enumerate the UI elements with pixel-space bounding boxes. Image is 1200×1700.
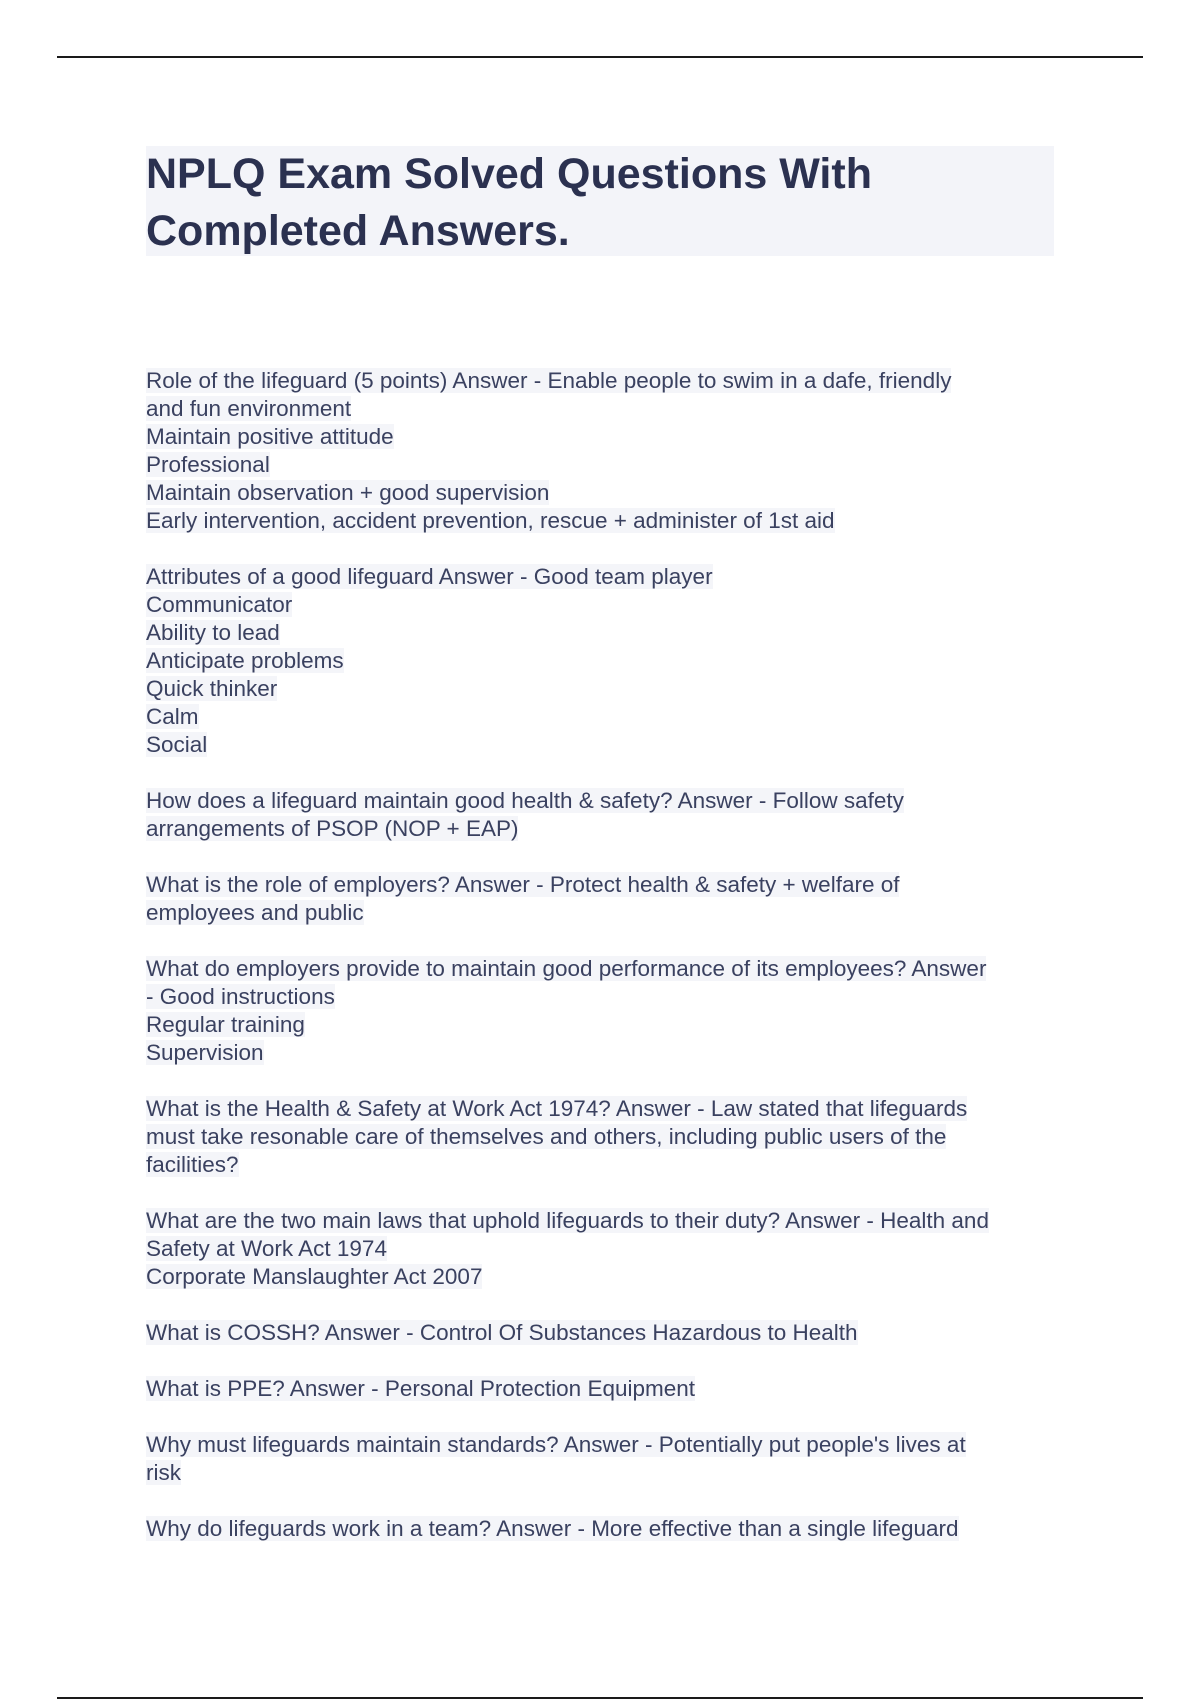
bottom-rule xyxy=(57,1697,1143,1699)
qa-line: Anticipate problems xyxy=(146,648,344,673)
qa-line: employees and public xyxy=(146,900,364,925)
top-rule xyxy=(57,56,1143,58)
qa-item xyxy=(146,787,1066,843)
qa-line: Early intervention, accident prevention, rescue + administer of 1st aid xyxy=(146,508,835,533)
qa-item xyxy=(146,1515,1066,1543)
qa-item xyxy=(146,1207,1066,1291)
qa-line: Maintain positive attitude xyxy=(146,424,394,449)
qa-line: Role of the lifeguard (5 points) Answer - Enable people to swim in a dafe, friendly xyxy=(146,368,952,393)
document-title: NPLQ Exam Solved Questions With Completed Answers. xyxy=(146,150,872,255)
qa-line: Supervision xyxy=(146,1040,264,1065)
qa-item xyxy=(146,1319,1066,1347)
qa-line: and fun environment xyxy=(146,396,352,421)
qa-line: Attributes of a good lifeguard Answer - Good team player xyxy=(146,564,713,589)
qa-line: Quick thinker xyxy=(146,676,278,701)
qa-line: What is the Health & Safety at Work Act 1974? Answer - Law stated that lifeguards xyxy=(146,1096,968,1121)
qa-item xyxy=(146,1375,1066,1403)
qa-line: What is PPE? Answer - Personal Protection Equipment xyxy=(146,1376,696,1401)
qa-line: What is COSSH? Answer - Control Of Substances Hazardous to Health xyxy=(146,1320,858,1345)
qa-line: arrangements of PSOP (NOP + EAP) xyxy=(146,816,519,841)
qa-line: facilities? xyxy=(146,1152,239,1177)
qa-line: Calm xyxy=(146,704,199,729)
qa-line: must take resonable care of themselves and others, including public users of the xyxy=(146,1124,947,1149)
qa-line: What do employers provide to maintain good performance of its employees? Answer xyxy=(146,956,987,981)
qa-line: Safety at Work Act 1974 xyxy=(146,1236,387,1261)
qa-line: Corporate Manslaughter Act 2007 xyxy=(146,1264,483,1289)
qa-line: risk xyxy=(146,1460,181,1485)
qa-line: How does a lifeguard maintain good health & safety? Answer - Follow safety xyxy=(146,788,904,813)
qa-item xyxy=(146,871,1066,927)
qa-item xyxy=(146,1095,1066,1179)
qa-line: - Good instructions xyxy=(146,984,335,1009)
qa-line: Why must lifeguards maintain standards? Answer - Potentially put people's lives at xyxy=(146,1432,966,1457)
qa-line: Ability to lead xyxy=(146,620,280,645)
qa-line: Regular training xyxy=(146,1012,305,1037)
qa-item xyxy=(146,955,1066,1067)
qa-item xyxy=(146,563,1066,759)
qa-line: What are the two main laws that uphold lifeguards to their duty? Answer - Health and xyxy=(146,1208,989,1233)
qa-line: What is the role of employers? Answer - Protect health & safety + welfare of xyxy=(146,872,900,897)
qa-item xyxy=(146,367,1066,535)
qa-line: Why do lifeguards work in a team? Answer - More effective than a single lifeguard xyxy=(146,1516,959,1541)
qa-item xyxy=(146,1431,1066,1487)
qa-line: Maintain observation + good supervision xyxy=(146,480,550,505)
qa-list xyxy=(146,367,1066,1571)
qa-line: Social xyxy=(146,732,208,757)
qa-line: Communicator xyxy=(146,592,293,617)
qa-line: Professional xyxy=(146,452,270,477)
